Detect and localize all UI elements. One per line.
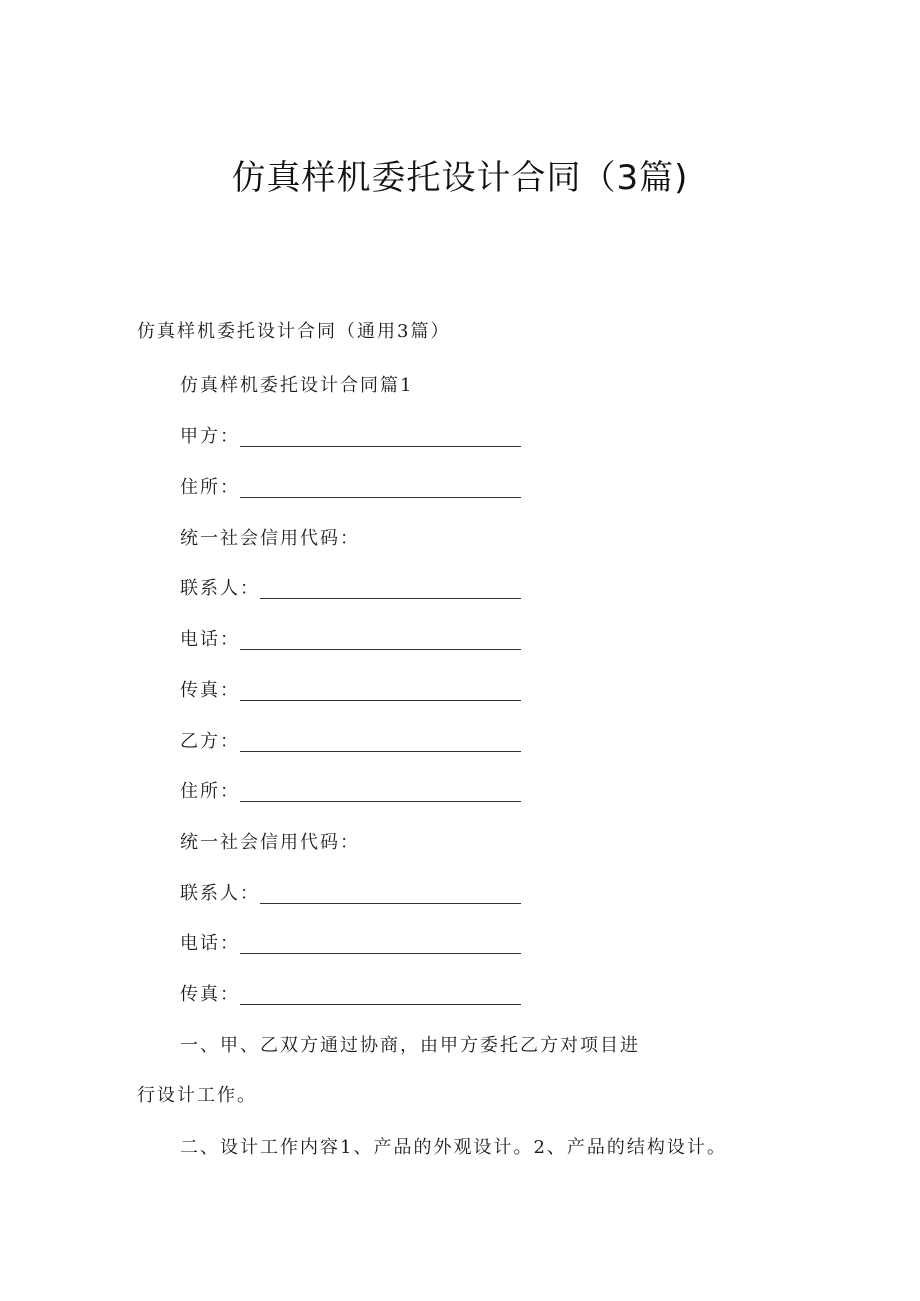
party-a-address-blank[interactable] [240, 496, 521, 498]
party-b-address-label: 住所： [180, 781, 240, 802]
clause-2: 二、设计工作内容1、产品的外观设计。2、产品的结构设计。 [180, 1137, 727, 1158]
document-subtitle: 仿真样机委托设计合同（通用3篇） [137, 321, 451, 342]
party-b-contact-blank[interactable] [260, 902, 521, 904]
document-title: 仿真样机委托设计合同（3篇) [231, 158, 689, 198]
party-a-name-label: 甲方： [180, 426, 240, 447]
party-a-name-field [180, 425, 521, 449]
party-b-phone-field [180, 932, 521, 956]
party-b-name-field [180, 730, 521, 754]
party-a-contact-label: 联系人： [180, 578, 260, 599]
party-b-contact-field [180, 882, 521, 906]
party-a-contact-blank[interactable] [260, 597, 521, 599]
party-b-contact-label: 联系人： [180, 883, 260, 904]
party-b-address-blank[interactable] [240, 800, 521, 802]
clause-1-line-1: 一、甲、乙双方通过协商，由甲方委托乙方对项目进 [180, 1035, 640, 1056]
party-a-fax-blank[interactable] [240, 699, 521, 701]
party-b-phone-blank[interactable] [240, 952, 521, 954]
party-a-address-field [180, 476, 521, 500]
party-a-phone-field [180, 628, 521, 652]
clause-1-line-2: 行设计工作。 [137, 1085, 257, 1106]
party-a-credit-code-label: 统一社会信用代码： [180, 528, 360, 549]
party-a-fax-label: 传真： [180, 680, 240, 701]
party-b-name-label: 乙方： [180, 731, 240, 752]
party-a-fax-field [180, 679, 521, 703]
party-a-name-blank[interactable] [240, 445, 521, 447]
party-b-name-blank[interactable] [240, 750, 521, 752]
party-a-phone-label: 电话： [180, 629, 240, 650]
party-b-address-field [180, 780, 521, 804]
party-a-address-label: 住所： [180, 477, 240, 498]
party-b-fax-blank[interactable] [240, 1003, 521, 1005]
party-b-fax-label: 传真： [180, 984, 240, 1005]
party-b-credit-code-label: 统一社会信用代码： [180, 832, 360, 853]
section-heading: 仿真样机委托设计合同篇1 [180, 375, 414, 396]
party-a-phone-blank[interactable] [240, 648, 521, 650]
party-b-phone-label: 电话： [180, 933, 240, 954]
party-a-contact-field [180, 577, 521, 601]
party-b-fax-field [180, 983, 521, 1007]
